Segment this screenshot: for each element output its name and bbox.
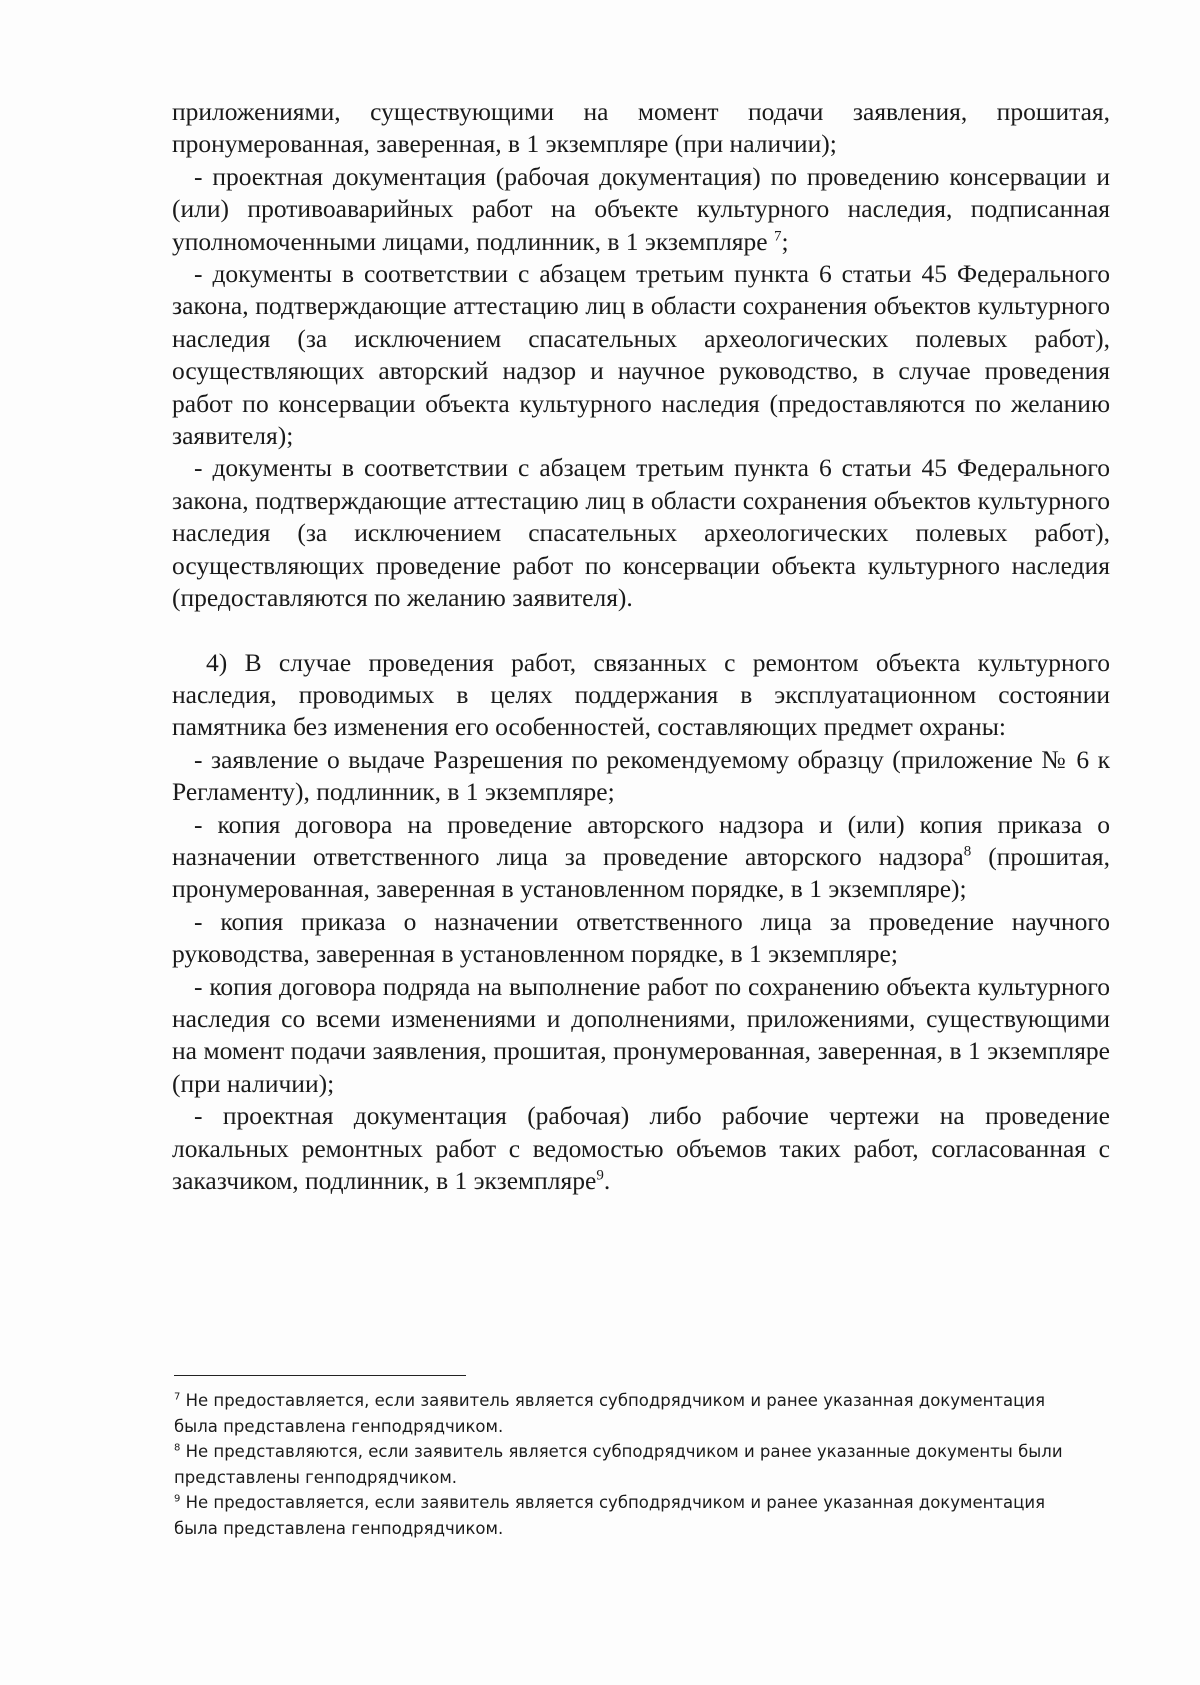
footnote-ref-8[interactable]: 8 xyxy=(963,843,972,860)
list-item-work-contract xyxy=(172,971,1110,1101)
footnote-mark: 7 xyxy=(174,1391,181,1403)
footnote-ref-9[interactable]: 9 xyxy=(596,1167,604,1184)
footnote-mark: 8 xyxy=(174,1442,181,1454)
list-item-project-documentation xyxy=(172,161,1110,258)
list-item-repair-documentation xyxy=(172,1100,1110,1197)
paragraph-text: приложениями, существующими на момент подачи заявления, прошитая, пронумерованная, заверенная, в 1 экземпляре (при наличии); xyxy=(172,97,1110,159)
footnote-separator xyxy=(174,1375,466,1376)
footnote-ref-7[interactable]: 7 xyxy=(773,228,782,245)
paragraph-text: - проектная документация (рабочая) либо рабочие чертежи на проведение локальных ремонтных работ с ведомостью объемов таких работ, согласованная с заказчиком, подлинник, в 1 экземпляре xyxy=(172,1101,1110,1195)
list-item-supervision-contract xyxy=(172,809,1110,906)
paragraph-tail: . xyxy=(603,1166,611,1195)
paragraph-tail: (прошитая, пронумерованная, заверенная в установленном порядке, в 1 экземпляре); xyxy=(172,841,1110,904)
paragraph-text: - копия договора подряда на выполнение работ по сохранению объекта культурного наследия со всеми изменениями и дополнениями, приложениями, существующими на момент подачи заявления, прошитая, пронумерованная, заверенная, в 1 экземпляре (при наличии); xyxy=(172,971,1110,1098)
footnote-9 xyxy=(174,1490,1094,1541)
paragraph-continuation xyxy=(172,96,1110,161)
paragraph-tail: ; xyxy=(781,226,789,256)
paragraph-text: - проектная документация (рабочая документация) по проведению консервации и (или) противоаварийных работ на объекте культурного наследия, подписанная уполномоченными лицами, подлинник, в 1 экземпляре xyxy=(172,161,1110,256)
list-item-application xyxy=(172,744,1110,809)
footnotes xyxy=(174,1388,1094,1542)
paragraph-text: - копия приказа о назначении ответственного лица за проведение научного руководства, заверенная в установленном порядке, в 1 экземпляре; xyxy=(172,906,1110,969)
footnote-text: Не представляются, если заявитель является субподрядчиком и ранее указанные документы были представлены генподрядчиком. xyxy=(174,1442,1063,1487)
footnote-text: Не предоставляется, если заявитель является субподрядчиком и ранее указанная документация была представлена генподрядчиком. xyxy=(174,1391,1046,1436)
footnote-text: Не предоставляется, если заявитель является субподрядчиком и ранее указанная документация была представлена генподрядчиком. xyxy=(174,1493,1046,1538)
paragraph-text: 4) В случае проведения работ, связанных с ремонтом объекта культурного наследия, проводимых в целях поддержания в эксплуатационном состоянии памятника без изменения его особенностей, составляющих предмет охраны: xyxy=(172,647,1110,742)
paragraph-text: - копия договора на проведение авторского надзора и (или) копия приказа о назначении ответственного лица за проведение авторского надзора xyxy=(172,809,1110,871)
paragraph-text: - заявление о выдаче Разрешения по рекомендуемому образцу (приложение № 6 к Регламенту), подлинник, в 1 экземпляре; xyxy=(172,744,1110,807)
footnote-mark: 9 xyxy=(174,1493,181,1505)
list-item-scientific-order xyxy=(172,906,1110,971)
footnote-8 xyxy=(174,1439,1094,1490)
section-4-heading xyxy=(172,647,1110,744)
document-body xyxy=(172,96,1110,1197)
list-item-attestation-supervision xyxy=(172,258,1110,452)
paragraph-text: - документы в соответствии с абзацем третьим пункта 6 статьи 45 Федерального закона, подтверждающие аттестацию лиц в области сохранения объектов культурного наследия (за исключением спасательных археологических полевых работ), осуществляющих авторский надзор и научное руководство, в случае проведения работ по консервации объекта культурного наследия (предоставляются по желанию заявителя); xyxy=(172,259,1110,451)
footnote-7 xyxy=(174,1388,1094,1439)
paragraph-text: - документы в соответствии с абзацем третьим пункта 6 статьи 45 Федерального закона, подтверждающие аттестацию лиц в области сохранения объектов культурного наследия (за исключением спасательных археологических полевых работ), осуществляющих проведение работ по консервации объекта культурного наследия (предоставляются по желанию заявителя). xyxy=(172,453,1110,613)
list-item-attestation-works xyxy=(172,452,1110,614)
